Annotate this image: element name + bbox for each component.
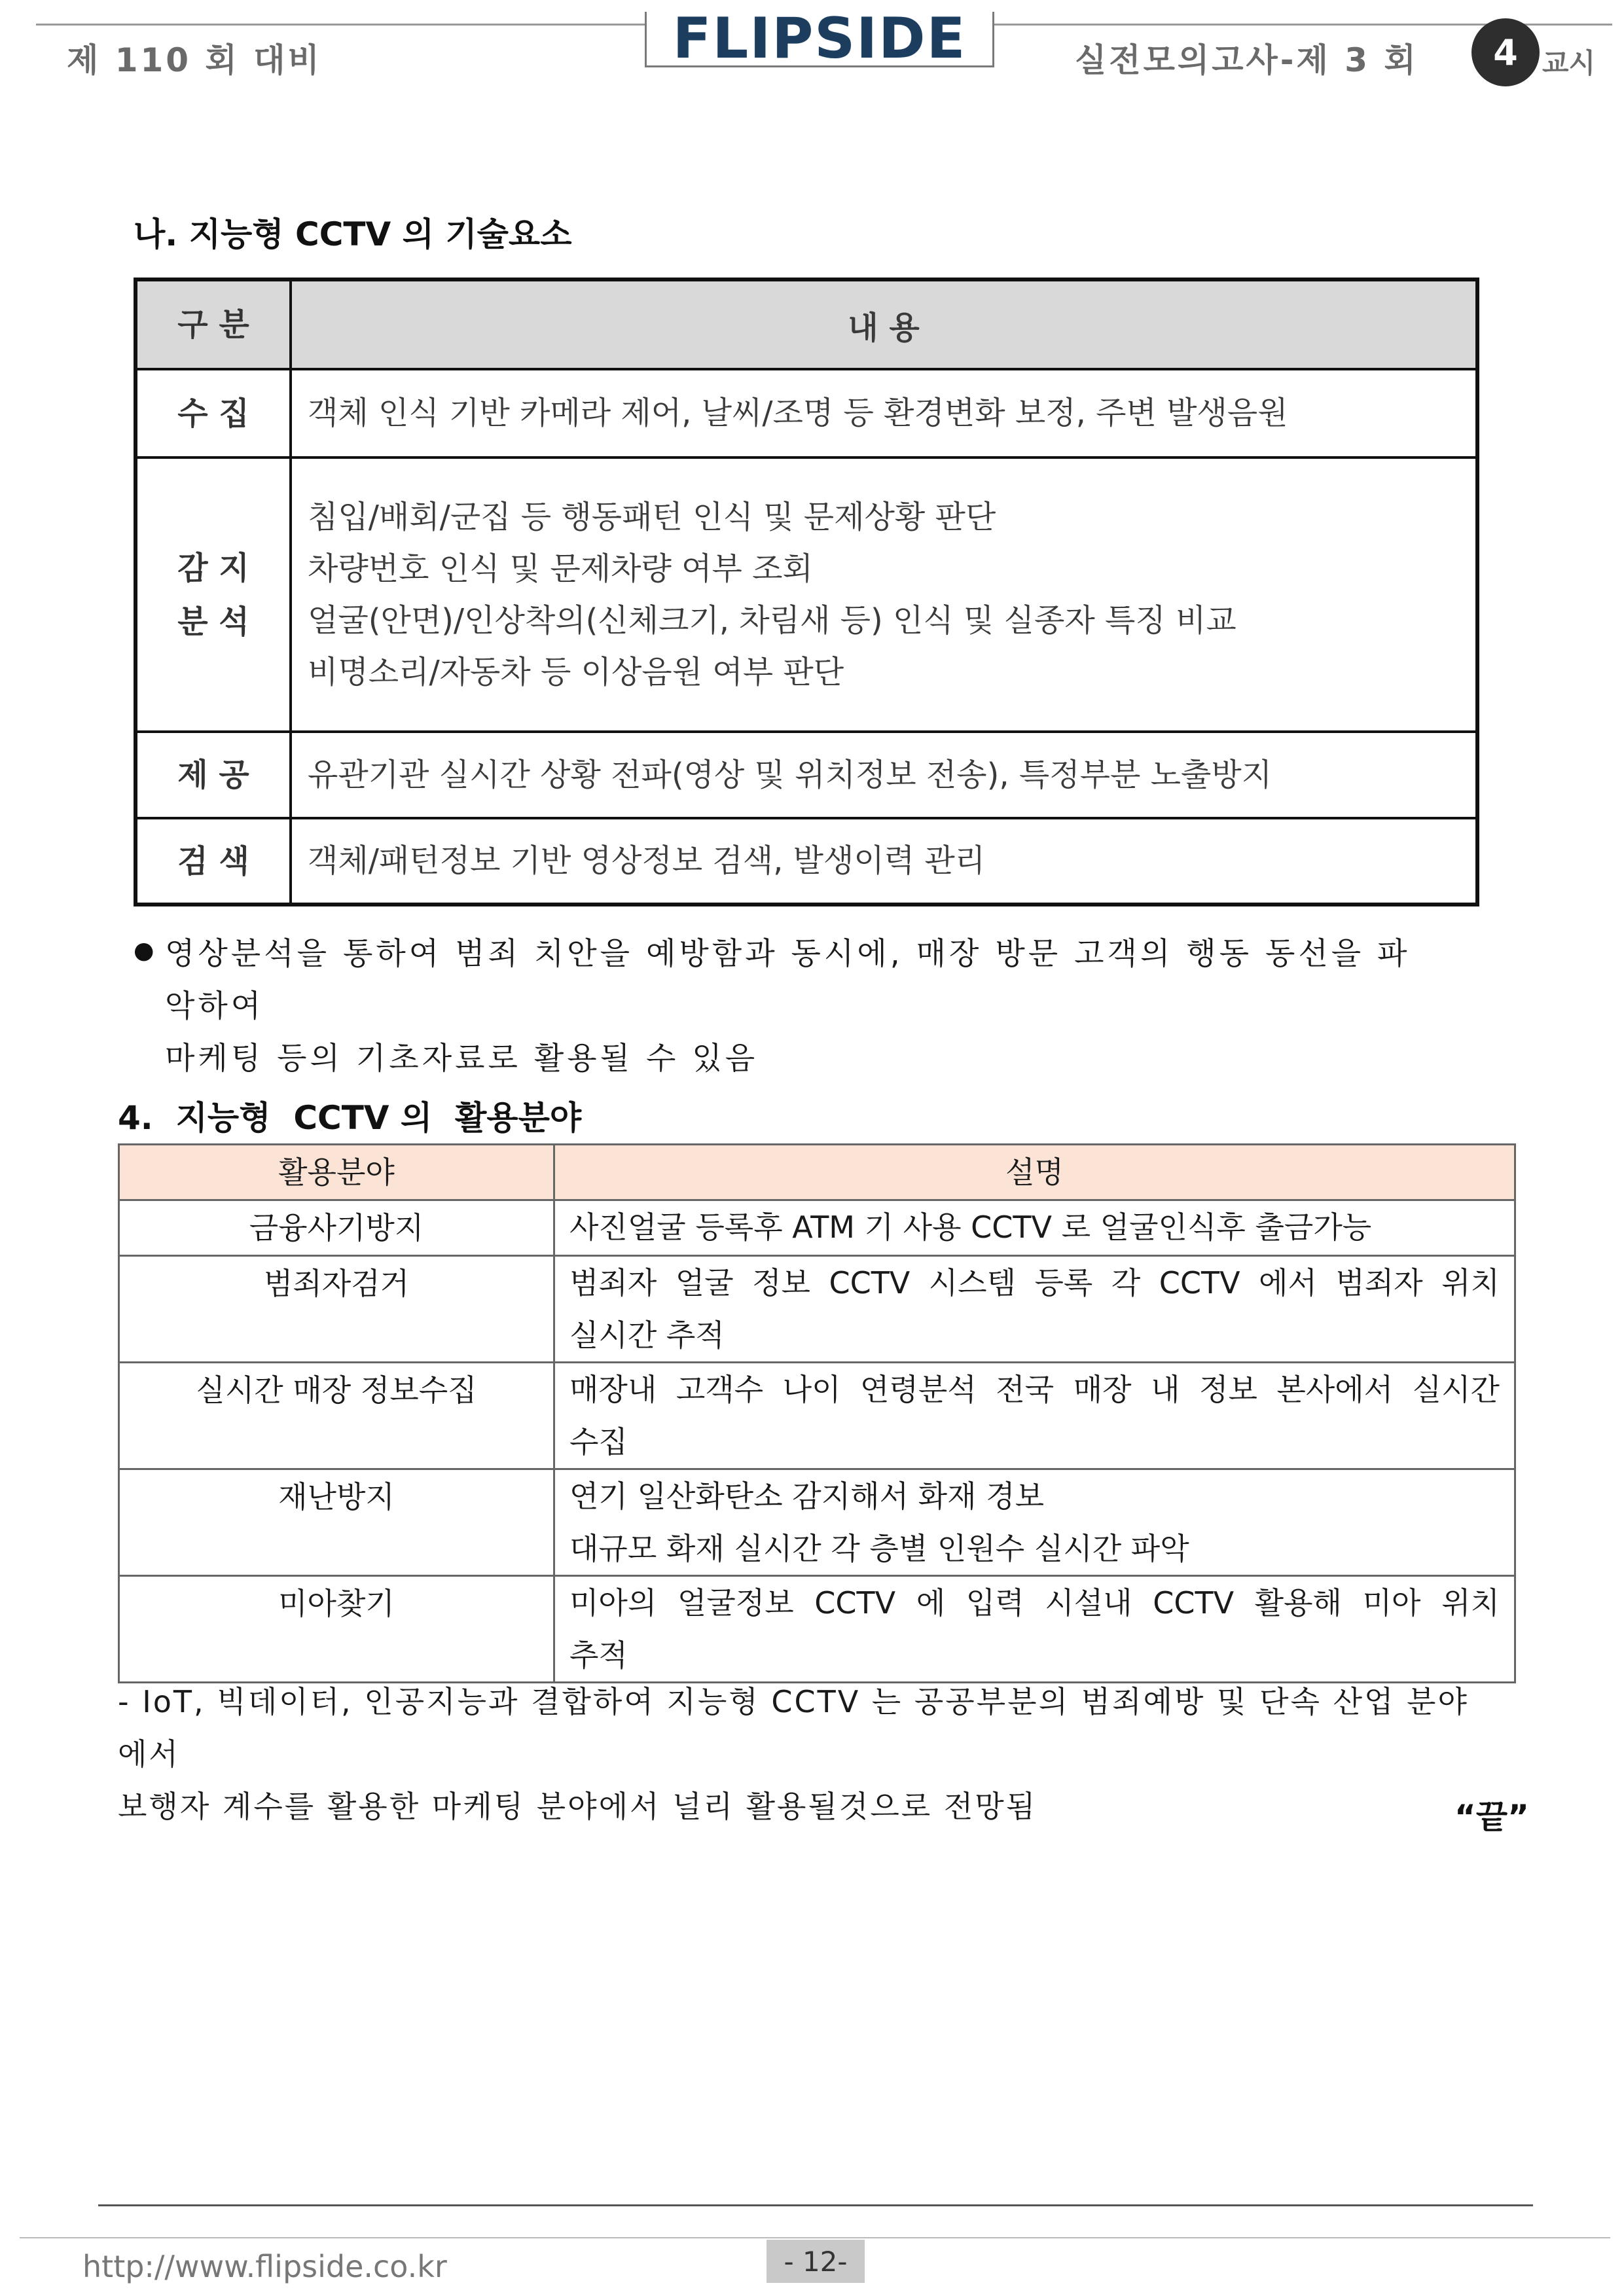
mock-exam-label: 실전모의고사-제 3 회 <box>1075 41 1418 79</box>
description-line: 추적 <box>569 1638 628 1673</box>
description-line: 수집 <box>569 1424 628 1460</box>
row-field: 실시간 매장 정보수집 <box>119 1363 554 1469</box>
column-header-category: 구 분 <box>135 279 291 369</box>
tech-elements-table <box>134 278 1479 906</box>
category-line: 분 석 <box>177 603 249 640</box>
content-line: 비명소리/자동차 등 이상음원 여부 판단 <box>308 653 844 691</box>
end-mark: “끝” <box>1454 1798 1530 1836</box>
row-description <box>554 1469 1515 1576</box>
content-line: 차량번호 인식 및 문제차량 여부 조회 <box>308 550 813 587</box>
row-field: 범죄자검거 <box>119 1256 554 1363</box>
table-row <box>135 369 1477 457</box>
section-na-heading: 나. 지능형 CCTV 의 기술요소 <box>134 215 572 253</box>
table-row <box>119 1363 1515 1469</box>
row-field: 재난방지 <box>119 1469 554 1576</box>
description-line: 실시간 추적 <box>569 1318 725 1353</box>
row-description <box>554 1363 1515 1469</box>
row-category: 수 집 <box>135 369 291 457</box>
row-field: 금융사기방지 <box>119 1200 554 1256</box>
table-row <box>119 1200 1515 1256</box>
session-number: 4 <box>1493 31 1518 73</box>
applications-table <box>118 1143 1516 1683</box>
page-number-badge <box>767 2240 865 2283</box>
table-row <box>135 732 1477 818</box>
row-content <box>291 818 1477 905</box>
bullet-paragraph <box>165 928 1422 1085</box>
row-field: 미아찾기 <box>119 1576 554 1683</box>
session-number-badge <box>1471 18 1540 86</box>
table-row <box>119 1469 1515 1576</box>
table-header-row <box>135 279 1477 369</box>
category-line: 감 지 <box>177 549 249 586</box>
row-category <box>135 457 291 732</box>
description-line: 사진얼굴 등록후 ATM 기 사용 CCTV 로 얼굴인식후 출금가능 <box>569 1210 1372 1245</box>
description-line: 대규모 화재 실시간 각 층별 인원수 실시간 파악 <box>569 1531 1189 1566</box>
paragraph-line: 마케팅 등의 기초자료로 활용될 수 있음 <box>165 1041 759 1077</box>
content-line: 유관기관 실시간 상황 전파(영상 및 위치정보 전송), 특정부분 노출방지 <box>308 756 1272 793</box>
session-label: 교시 <box>1542 47 1596 79</box>
content-line: 침입/배회/군집 등 행동패턴 인식 및 문제상황 판단 <box>308 498 996 535</box>
row-content <box>291 369 1477 457</box>
conclusion-paragraph <box>118 1676 1499 1833</box>
footer-url-link[interactable]: http://www.flipside.co.kr <box>82 2249 447 2284</box>
section-4-heading: 4. 지능형 CCTV 의 활용분야 <box>118 1099 582 1137</box>
table-row <box>135 818 1477 905</box>
table-header-row <box>119 1145 1515 1200</box>
flipside-logo <box>645 6 994 71</box>
row-content <box>291 732 1477 818</box>
footer-rule <box>98 2204 1533 2206</box>
table-row <box>119 1256 1515 1363</box>
paragraph-line: - IoT, 빅데이터, 인공지능과 결합하여 지능형 CCTV 는 공공부분의 범죄예방 및 단속 산업 분야에서 <box>118 1684 1469 1772</box>
column-header-description: 설명 <box>554 1145 1515 1200</box>
exam-round-label: 제 110 회 대비 <box>67 41 322 79</box>
bullet-icon: ● <box>134 937 154 964</box>
content-line: 객체/패턴정보 기반 영상정보 검색, 발생이력 관리 <box>308 842 986 879</box>
page-number: - 12- <box>784 2245 848 2278</box>
header-rule-left <box>36 24 648 26</box>
column-header-field: 활용분야 <box>119 1145 554 1200</box>
description-line: 매장내 고객수 나이 연령분석 전국 매장 내 정보 본사에서 실시간 <box>569 1372 1500 1407</box>
description-line: 미아의 얼굴정보 CCTV 에 입력 시설내 CCTV 활용해 미아 위치 <box>569 1585 1500 1621</box>
content-line: 객체 인식 기반 카메라 제어, 날씨/조명 등 환경변화 보정, 주변 발생음원 <box>308 395 1288 431</box>
row-content <box>291 457 1477 732</box>
logo-text: FLIPSIDE <box>672 6 967 71</box>
description-line: 범죄자 얼굴 정보 CCTV 시스템 등록 각 CCTV 에서 범죄자 위치 <box>569 1265 1500 1300</box>
content-line: 얼굴(안면)/인상착의(신체크기, 차림새 등) 인식 및 실종자 특징 비교 <box>308 601 1236 639</box>
row-category: 제 공 <box>135 732 291 818</box>
row-description <box>554 1200 1515 1256</box>
table-row <box>135 457 1477 732</box>
column-header-content: 내 용 <box>291 279 1477 369</box>
row-category: 검 색 <box>135 818 291 905</box>
row-description <box>554 1576 1515 1683</box>
row-description <box>554 1256 1515 1363</box>
description-line: 연기 일산화탄소 감지해서 화재 경보 <box>569 1479 1045 1514</box>
paragraph-line: 보행자 계수를 활용한 마케팅 분야에서 널리 활용될것으로 전망됨 <box>118 1789 1038 1824</box>
footer-rule-thin <box>20 2237 1610 2238</box>
paragraph-line: 영상분석을 통하여 범죄 치안을 예방함과 동시에, 매장 방문 고객의 행동 동선을 파악하여 <box>165 936 1411 1024</box>
table-row <box>119 1576 1515 1683</box>
